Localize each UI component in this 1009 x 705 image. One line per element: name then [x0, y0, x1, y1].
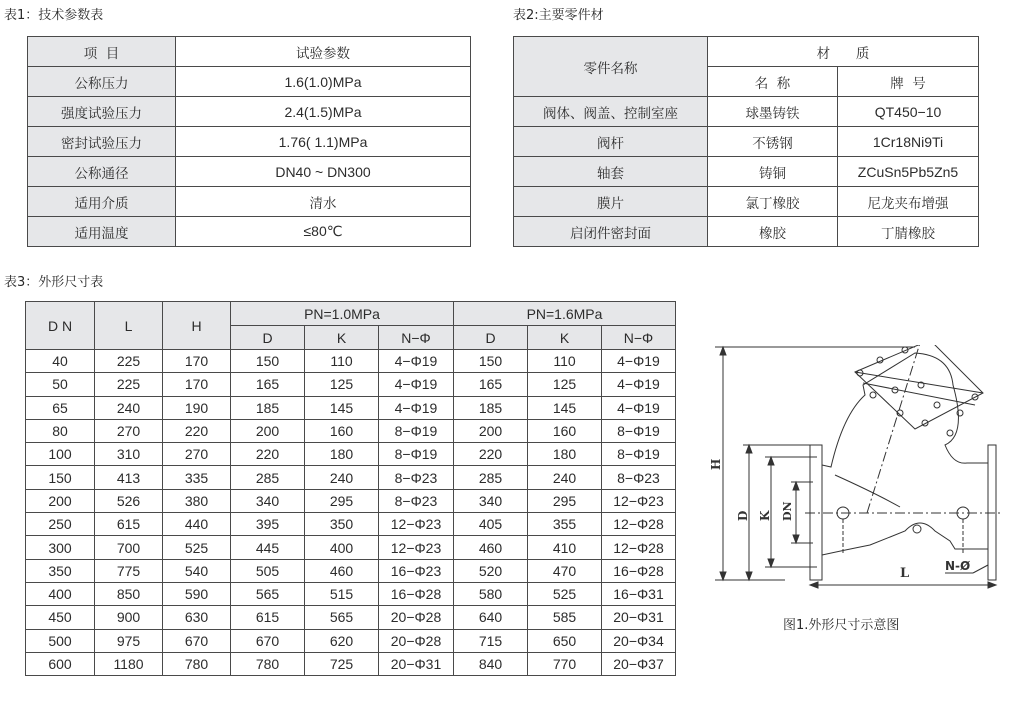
cell-pn16-d: 220	[454, 443, 528, 466]
header-pn10: PN=1.0MPa	[231, 302, 454, 326]
cell-dn: 65	[26, 396, 95, 419]
subheader-d: D	[231, 326, 305, 350]
row-label: 公称通径	[28, 157, 176, 187]
table-row	[28, 127, 471, 157]
cell-l: 413	[95, 466, 163, 489]
row-label: 强度试验压力	[28, 97, 176, 127]
cell-pn16-d: 840	[454, 652, 528, 675]
cell-l: 975	[95, 629, 163, 652]
cell-pn10-d: 780	[231, 652, 305, 675]
table-row	[26, 536, 676, 559]
cell-l: 240	[95, 396, 163, 419]
cell-pn10-k: 620	[305, 629, 379, 652]
table-row	[28, 187, 471, 217]
main-parts-material-table	[513, 36, 979, 247]
table-row	[26, 466, 676, 489]
cell-dn: 600	[26, 652, 95, 675]
cell-pn16-k: 770	[528, 652, 602, 675]
material-grade: 1Cr18Ni9Ti	[838, 127, 979, 157]
cell-pn16-d: 580	[454, 582, 528, 605]
table-row	[514, 157, 979, 187]
dimension-d	[736, 445, 817, 580]
cell-pn10-d: 670	[231, 629, 305, 652]
table-row	[26, 652, 676, 675]
table-row	[514, 187, 979, 217]
cell-pn10-k: 160	[305, 419, 379, 442]
cell-pn16-n-phi: 12−Φ23	[602, 489, 676, 512]
cell-pn10-d: 285	[231, 466, 305, 489]
cell-pn10-k: 460	[305, 559, 379, 582]
cell-pn16-n-phi: 20−Φ37	[602, 652, 676, 675]
cell-pn10-k: 295	[305, 489, 379, 512]
table-row	[26, 419, 676, 442]
table-header-row	[514, 37, 979, 67]
cell-pn10-d: 200	[231, 419, 305, 442]
part-name: 启闭件密封面	[514, 217, 708, 247]
cell-dn: 100	[26, 443, 95, 466]
row-label: 适用介质	[28, 187, 176, 217]
material-name: 氯丁橡胶	[708, 187, 838, 217]
cell-l: 225	[95, 350, 163, 373]
cell-h: 170	[163, 373, 231, 396]
label-n-phi	[945, 559, 988, 573]
cell-dn: 250	[26, 513, 95, 536]
cell-pn10-d: 340	[231, 489, 305, 512]
cell-pn10-n-phi: 20−Φ28	[379, 606, 454, 629]
cell-pn16-k: 180	[528, 443, 602, 466]
cell-pn16-d: 150	[454, 350, 528, 373]
table-row	[26, 396, 676, 419]
header-material: 材 质	[708, 37, 979, 67]
material-grade: ZCuSn5Pb5Zn5	[838, 157, 979, 187]
cell-l: 775	[95, 559, 163, 582]
cell-pn10-n-phi: 16−Φ28	[379, 582, 454, 605]
cell-pn16-d: 715	[454, 629, 528, 652]
cell-dn: 500	[26, 629, 95, 652]
cell-pn16-d: 285	[454, 466, 528, 489]
header-material-name: 名 称	[708, 67, 838, 97]
cell-pn10-d: 615	[231, 606, 305, 629]
cell-pn16-d: 185	[454, 396, 528, 419]
table-row	[26, 559, 676, 582]
cell-h: 380	[163, 489, 231, 512]
cell-h: 590	[163, 582, 231, 605]
cell-dn: 450	[26, 606, 95, 629]
table-row	[26, 629, 676, 652]
row-label: 密封试验压力	[28, 127, 176, 157]
cell-dn: 80	[26, 419, 95, 442]
cell-pn16-k: 240	[528, 466, 602, 489]
table3-caption: 表3：外形尺寸表	[4, 275, 104, 290]
subheader-k: K	[305, 326, 379, 350]
cell-pn10-d: 185	[231, 396, 305, 419]
table-row	[514, 127, 979, 157]
cell-pn10-n-phi: 20−Φ31	[379, 652, 454, 675]
cell-pn10-n-phi: 4−Φ19	[379, 350, 454, 373]
cell-pn10-d: 150	[231, 350, 305, 373]
cell-pn10-n-phi: 8−Φ19	[379, 419, 454, 442]
cell-h: 440	[163, 513, 231, 536]
cell-pn10-d: 395	[231, 513, 305, 536]
cell-l: 526	[95, 489, 163, 512]
header-item: 项 目	[28, 37, 176, 67]
cell-h: 220	[163, 419, 231, 442]
figure-caption: 图1.外形尺寸示意图	[783, 618, 900, 633]
table2-caption: 表2:主要零件材	[513, 8, 604, 23]
table-row	[26, 350, 676, 373]
header-l: L	[95, 302, 163, 350]
header-test-params: 试验参数	[176, 37, 471, 67]
table-row	[26, 443, 676, 466]
svg-text:K: K	[758, 510, 772, 521]
cell-pn10-n-phi: 20−Φ28	[379, 629, 454, 652]
cell-pn10-d: 220	[231, 443, 305, 466]
header-h: H	[163, 302, 231, 350]
cell-pn16-n-phi: 4−Φ19	[602, 373, 676, 396]
cell-pn16-k: 410	[528, 536, 602, 559]
cell-l: 1180	[95, 652, 163, 675]
table-row	[26, 373, 676, 396]
cell-pn16-k: 160	[528, 419, 602, 442]
cell-pn16-d: 200	[454, 419, 528, 442]
cell-pn16-n-phi: 8−Φ19	[602, 419, 676, 442]
table-row	[28, 67, 471, 97]
part-name: 轴套	[514, 157, 708, 187]
cell-dn: 50	[26, 373, 95, 396]
cell-dn: 150	[26, 466, 95, 489]
row-value: 2.4(1.5)MPa	[176, 97, 471, 127]
cell-pn10-k: 110	[305, 350, 379, 373]
header-pn16: PN=1.6MPa	[454, 302, 676, 326]
table-row	[26, 513, 676, 536]
row-value: 清水	[176, 187, 471, 217]
cell-pn16-n-phi: 12−Φ28	[602, 536, 676, 559]
cell-l: 270	[95, 419, 163, 442]
cell-h: 540	[163, 559, 231, 582]
header-part-name: 零件名称	[514, 37, 708, 97]
cell-pn16-n-phi: 8−Φ19	[602, 443, 676, 466]
table-row	[514, 217, 979, 247]
cell-pn16-n-phi: 12−Φ28	[602, 513, 676, 536]
cell-pn10-k: 350	[305, 513, 379, 536]
part-name: 膜片	[514, 187, 708, 217]
row-value: ≤80℃	[176, 217, 471, 247]
cell-dn: 400	[26, 582, 95, 605]
technical-parameters-table	[27, 36, 471, 247]
svg-text:L: L	[900, 566, 910, 581]
row-value: DN40 ~ DN300	[176, 157, 471, 187]
part-name: 阀杆	[514, 127, 708, 157]
row-value: 1.6(1.0)MPa	[176, 67, 471, 97]
cell-pn16-k: 295	[528, 489, 602, 512]
dimensions-table	[25, 301, 676, 676]
cell-l: 700	[95, 536, 163, 559]
cell-h: 335	[163, 466, 231, 489]
cell-pn10-n-phi: 12−Φ23	[379, 513, 454, 536]
material-grade: QT450−10	[838, 97, 979, 127]
cell-pn10-n-phi: 8−Φ23	[379, 489, 454, 512]
cell-pn10-k: 125	[305, 373, 379, 396]
cell-pn10-k: 240	[305, 466, 379, 489]
cell-pn10-k: 145	[305, 396, 379, 419]
cell-pn16-d: 340	[454, 489, 528, 512]
cell-pn16-n-phi: 16−Φ31	[602, 582, 676, 605]
dimension-h	[709, 347, 915, 580]
cell-pn16-k: 525	[528, 582, 602, 605]
cell-pn16-k: 650	[528, 629, 602, 652]
table-row	[26, 582, 676, 605]
subheader-n-phi: N−Φ	[379, 326, 454, 350]
row-value: 1.76( 1.1)MPa	[176, 127, 471, 157]
cell-dn: 200	[26, 489, 95, 512]
cell-l: 310	[95, 443, 163, 466]
cell-pn10-n-phi: 12−Φ23	[379, 536, 454, 559]
table-row	[28, 97, 471, 127]
svg-text:H: H	[709, 458, 723, 470]
material-name: 球墨铸铁	[708, 97, 838, 127]
cell-pn16-k: 585	[528, 606, 602, 629]
cell-l: 225	[95, 373, 163, 396]
subheader-d: D	[454, 326, 528, 350]
cell-l: 850	[95, 582, 163, 605]
cell-pn16-n-phi: 16−Φ28	[602, 559, 676, 582]
table-row	[28, 217, 471, 247]
table1-caption: 表1：技术参数表	[4, 8, 104, 23]
cell-pn16-d: 520	[454, 559, 528, 582]
subheader-k: K	[528, 326, 602, 350]
table-row	[514, 97, 979, 127]
header-grade: 牌 号	[838, 67, 979, 97]
cell-h: 670	[163, 629, 231, 652]
header-dn: D N	[26, 302, 95, 350]
cell-pn16-n-phi: 4−Φ19	[602, 350, 676, 373]
part-name: 阀体、阀盖、控制室座	[514, 97, 708, 127]
cell-pn10-n-phi: 16−Φ23	[379, 559, 454, 582]
cell-pn10-n-phi: 8−Φ19	[379, 443, 454, 466]
table-row	[26, 606, 676, 629]
cell-pn10-k: 515	[305, 582, 379, 605]
material-name: 不锈钢	[708, 127, 838, 157]
row-label: 适用温度	[28, 217, 176, 247]
cell-pn16-n-phi: 20−Φ34	[602, 629, 676, 652]
table-header-row	[26, 302, 676, 326]
cell-pn10-k: 400	[305, 536, 379, 559]
cell-pn10-n-phi: 8−Φ23	[379, 466, 454, 489]
cell-dn: 300	[26, 536, 95, 559]
cell-pn10-k: 565	[305, 606, 379, 629]
cell-h: 170	[163, 350, 231, 373]
svg-text:N-Ø: N-Ø	[945, 559, 971, 573]
material-grade: 丁腈橡胶	[838, 217, 979, 247]
svg-text:DN: DN	[781, 501, 794, 521]
cell-pn16-k: 110	[528, 350, 602, 373]
table-row	[28, 157, 471, 187]
cell-dn: 350	[26, 559, 95, 582]
cell-h: 525	[163, 536, 231, 559]
cell-pn10-d: 565	[231, 582, 305, 605]
row-label: 公称压力	[28, 67, 176, 97]
svg-text:D: D	[736, 510, 750, 521]
cell-pn16-k: 470	[528, 559, 602, 582]
cell-pn10-d: 165	[231, 373, 305, 396]
material-grade: 尼龙夹布增强	[838, 187, 979, 217]
cell-pn16-n-phi: 8−Φ23	[602, 466, 676, 489]
cell-h: 780	[163, 652, 231, 675]
cell-pn16-k: 125	[528, 373, 602, 396]
cell-l: 615	[95, 513, 163, 536]
material-name: 铸铜	[708, 157, 838, 187]
cell-pn16-n-phi: 4−Φ19	[602, 396, 676, 419]
bonnet	[855, 345, 983, 436]
cell-pn10-n-phi: 4−Φ19	[379, 373, 454, 396]
table-row	[26, 489, 676, 512]
cell-h: 270	[163, 443, 231, 466]
valve-dimension-drawing	[705, 345, 1000, 610]
cell-pn16-d: 640	[454, 606, 528, 629]
cell-pn16-d: 405	[454, 513, 528, 536]
cell-pn10-d: 445	[231, 536, 305, 559]
cell-h: 190	[163, 396, 231, 419]
cell-pn10-k: 725	[305, 652, 379, 675]
cell-pn16-n-phi: 20−Φ31	[602, 606, 676, 629]
cell-pn16-d: 460	[454, 536, 528, 559]
material-name: 橡胶	[708, 217, 838, 247]
cell-l: 900	[95, 606, 163, 629]
cell-h: 630	[163, 606, 231, 629]
cell-pn10-n-phi: 4−Φ19	[379, 396, 454, 419]
subheader-n-phi: N−Φ	[602, 326, 676, 350]
cell-pn10-k: 180	[305, 443, 379, 466]
cell-pn10-d: 505	[231, 559, 305, 582]
cell-pn16-d: 165	[454, 373, 528, 396]
cell-dn: 40	[26, 350, 95, 373]
table-header-row	[28, 37, 471, 67]
cell-pn16-k: 145	[528, 396, 602, 419]
dimensions-table-body	[26, 350, 676, 676]
cell-pn16-k: 355	[528, 513, 602, 536]
